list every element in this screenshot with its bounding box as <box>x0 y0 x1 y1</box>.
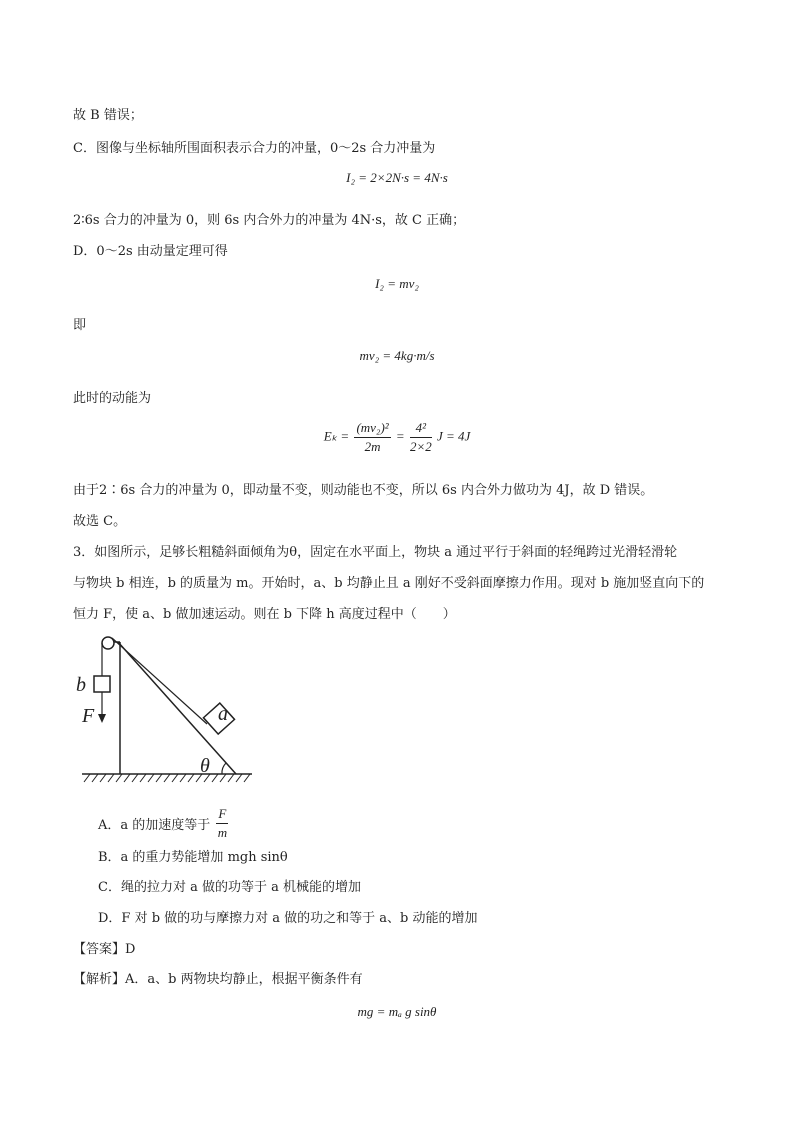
question-text: 3．如图所示，足够长粗糙斜面倾角为θ，固定在水平面上，物块 a 通过平行于斜面的轻绳跨过光滑轻滑轮 <box>73 545 678 560</box>
question-text: 恒力 F，使 a、b 做加速运动。则在 b 下降 h 高度过程中（ ） <box>73 607 456 622</box>
formula-part: = <box>395 428 405 444</box>
option-c: C．绳的拉力对 a 做的功等于 a 机械能的增加 <box>98 880 361 895</box>
text-line: 2∶6s 合力的冲量为 0，则 6s 内合外力的冲量为 4N·s，故 C 正确； <box>73 213 466 228</box>
label-b: b <box>76 674 86 696</box>
label-a: a <box>218 703 228 725</box>
analysis-line: 【解析】A．a、b 两物块均静止，根据平衡条件有 <box>73 972 363 987</box>
answer-line: 【答案】D <box>73 942 136 957</box>
option-d: D．F 对 b 做的功与摩擦力对 a 做的功之和等于 a、b 动能的增加 <box>98 911 478 926</box>
text-line: 即 <box>73 318 87 333</box>
formula-part: Eₖ = <box>323 428 350 444</box>
text-line: 故选 C。 <box>73 514 127 529</box>
fraction-denominator: m <box>217 825 228 840</box>
fraction-numerator: (mv₂)² <box>354 420 390 438</box>
angle-arc <box>222 763 226 774</box>
option-b: B．a 的重力势能增加 mgh sinθ <box>98 850 288 865</box>
question-text: 与物块 b 相连，b 的质量为 m。开始时，a、b 均静止且 a 刚好不受斜面摩擦力作用。现对 b 施加竖直向下的 <box>73 576 705 591</box>
kinetic-energy-formula <box>0 420 794 455</box>
option-a-text: A．a 的加速度等于 <box>98 818 211 833</box>
rope-to-a <box>112 638 207 724</box>
fraction-denominator: 2×2 <box>409 439 432 454</box>
formula-part: J = 4J <box>436 428 471 444</box>
label-F: F <box>82 705 95 727</box>
text-line: 由于2∶6s 合力的冲量为 0，即动量不变，则动能也不变，所以 6s 内合外力做功为 4J，故 D 错误。 <box>73 483 654 498</box>
text-line: D．0～2s 由动量定理可得 <box>73 244 228 259</box>
text-line: 故 B 错误； <box>73 108 143 123</box>
formula: I₂ = 2×2N·s = 4N·s <box>346 170 448 185</box>
formula: I₂ = mv₂ <box>375 276 419 291</box>
formula: mv₂ = 4kg·m/s <box>359 348 435 363</box>
force-arrow-head <box>98 714 106 723</box>
block-b <box>94 676 110 692</box>
label-theta: θ <box>200 755 210 777</box>
fraction-denominator: 2m <box>364 439 381 454</box>
ground-hatch <box>84 774 250 782</box>
option-a <box>98 806 230 841</box>
fraction <box>410 420 432 455</box>
fraction <box>354 420 390 455</box>
option-a-fraction <box>216 806 228 841</box>
fraction-numerator: F <box>216 806 228 824</box>
text-line: C．图像与坐标轴所围面积表示合力的冲量，0～2s 合力冲量为 <box>73 141 436 156</box>
fraction-numerator: 4² <box>410 420 432 438</box>
formula: mg = mₐ g sinθ <box>357 1004 437 1019</box>
incline-pulley-figure <box>72 628 272 788</box>
text-line: 此时的动能为 <box>73 391 152 406</box>
